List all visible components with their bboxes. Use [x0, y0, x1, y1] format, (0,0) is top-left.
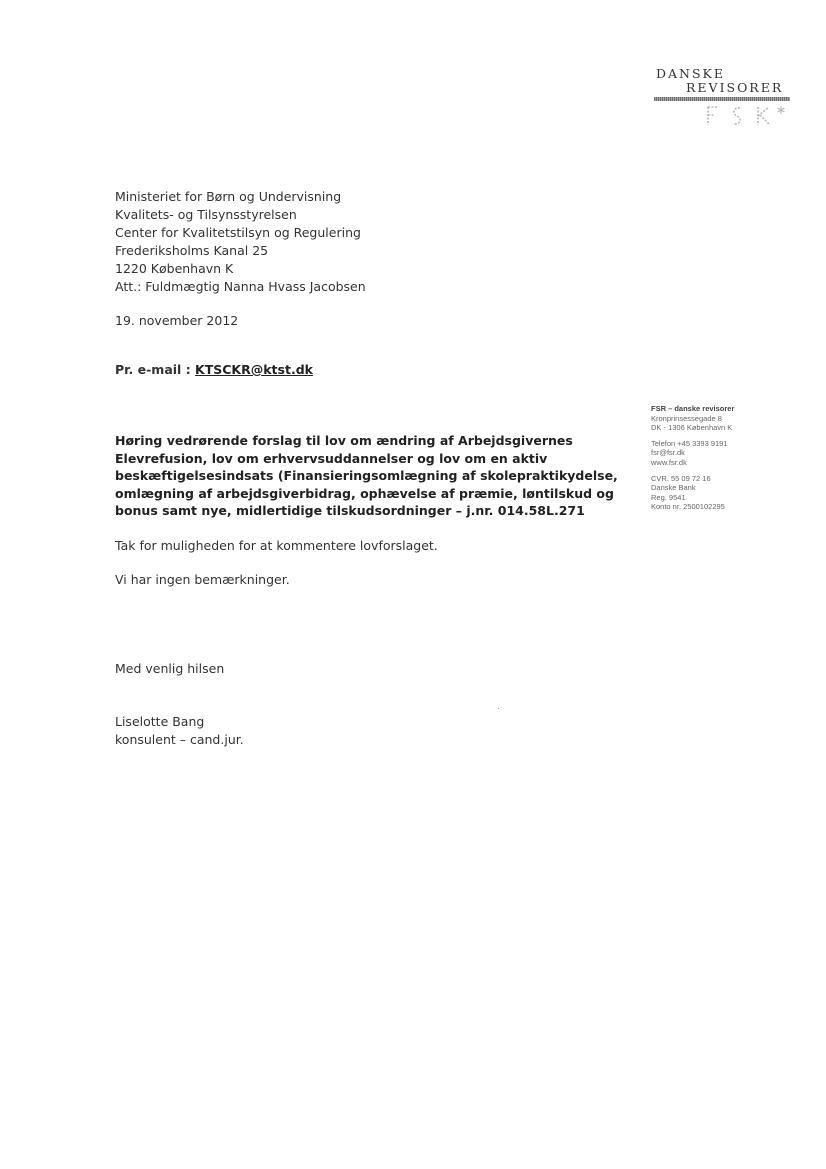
sender-email: fsr@fsr.dk	[651, 448, 685, 458]
sender-city: DK - 1306 København K	[651, 423, 733, 433]
subject-line: omlægning af arbejdsgiverbidrag, ophævelse af præmie, løntilskud og	[115, 485, 614, 501]
logo-text-danske: DANSKE	[656, 66, 726, 81]
subject-line: bonus samt nye, midlertidige tilskudsordninger – j.nr. 014.58L.271	[115, 503, 585, 519]
sender-address-group	[651, 404, 734, 433]
recipient-line: Ministeriet for Børn og Undervisning	[115, 189, 342, 204]
sender-cvr: CVR. 55 09 72 16	[651, 473, 711, 483]
sender-info	[651, 404, 734, 518]
letter-date: 19. november 2012	[115, 313, 239, 328]
recipient-line: Center for Kvalitetstilsyn og Regulering	[115, 225, 361, 240]
sender-reg: Reg. 9541	[651, 492, 686, 502]
body-paragraph-2: Vi har ingen bemærkninger.	[115, 572, 290, 587]
sender-bank-group	[651, 474, 734, 512]
sender-phone: Telefon +45 3393 9191	[651, 438, 728, 448]
recipient-line: Kvalitets- og Tilsynsstyrelsen	[115, 207, 297, 222]
signature-title: konsulent – cand.jur.	[115, 732, 244, 747]
sender-account: Konto nr. 2500102295	[651, 502, 725, 512]
sender-web: www.fsr.dk	[651, 457, 687, 467]
subject-line: beskæftigelsesindsats (Finansieringsomlægning af skolepraktikydelse,	[115, 468, 618, 484]
recipient-line: Frederiksholms Kanal 25	[115, 243, 269, 258]
email-link[interactable]: KTSCKR@ktst.dk	[195, 362, 313, 377]
email-line	[115, 362, 313, 377]
fsr-mark-icon	[702, 104, 792, 128]
recipient-address	[115, 188, 366, 296]
subject-heading	[115, 432, 618, 520]
closing: Med venlig hilsen	[115, 661, 225, 676]
signature-name: Liselotte Bang	[115, 714, 205, 729]
fsr-logo	[640, 66, 800, 136]
recipient-line: 1220 København K	[115, 261, 234, 276]
subject-line: Elevrefusion, lov om erhvervsuddannelser og lov om en aktiv	[115, 450, 548, 466]
recipient-line: Att.: Fuldmægtig Nanna Hvass Jacobsen	[115, 279, 366, 294]
subject-line: Høring vedrørende forslag til lov om ændring af Arbejdsgivernes	[115, 433, 573, 448]
body-paragraph-1: Tak for muligheden for at kommentere lovforslaget.	[115, 538, 438, 553]
sender-contact-group	[651, 439, 734, 468]
sender-street: Kronprinsessegade 8	[651, 413, 722, 423]
sender-bank: Danske Bank	[651, 483, 696, 493]
logo-text-revisorer: REVISORER	[686, 80, 784, 95]
email-label: Pr. e-mail :	[115, 362, 196, 377]
logo-divider	[654, 97, 790, 101]
scan-dot	[498, 708, 499, 709]
sender-org-name: FSR – danske revisorer	[651, 404, 735, 413]
